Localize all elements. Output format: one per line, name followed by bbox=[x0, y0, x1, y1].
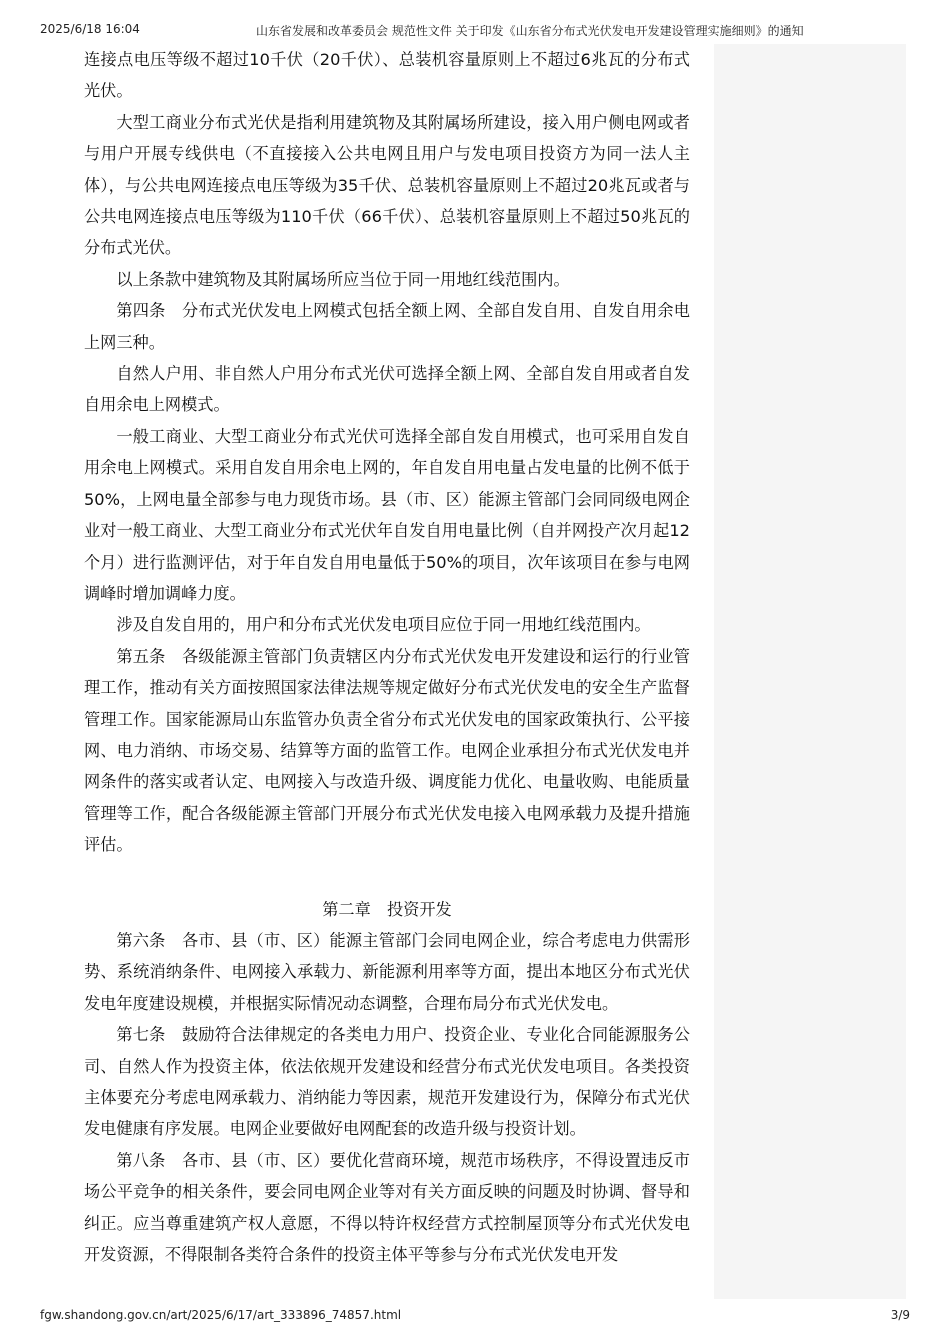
page-url: fgw.shandong.gov.cn/art/2025/6/17/art_333896_74857.html bbox=[40, 1308, 402, 1322]
print-title: 山东省发展和改革委员会 规范性文件 关于印发《山东省分布式光伏发电开发建设管理实施细则》的通知 bbox=[256, 24, 804, 38]
side-panel bbox=[714, 44, 906, 1299]
document-body bbox=[84, 44, 690, 1270]
article-7: 第七条 鼓励符合法律规定的各类电力用户、投资企业、专业化合同能源服务公司、自然人作为投资主体，依法依规开发建设和经营分布式光伏发电项目。各类投资主体要充分考虑电网承载力、消纳能力等因素，规范开发建设行为，保障分布式光伏发电健康有序发展。电网企业要做好电网配套的改造升级与投资计划。 bbox=[84, 1025, 690, 1139]
paragraph-natural-person-modes: 自然人户用、非自然人户用分布式光伏可选择全额上网、全部自发自用或者自发自用余电上网模式。 bbox=[84, 364, 690, 415]
article-6: 第六条 各市、县（市、区）能源主管部门会同电网企业，综合考虑电力供需形势、系统消纳条件、电网接入承载力、新能源利用率等方面，提出本地区分布式光伏发电年度建设规模，并根据实际情况动态调整，合理布局分布式光伏发电。 bbox=[84, 930, 690, 1013]
article-8: 第八条 各市、县（市、区）要优化营商环境，规范市场秩序，不得设置违反市场公平竞争的相关条件，要会同电网企业等对有关方面反映的问题及时协调、督导和纠正。应当尊重建筑产权人意愿，不得以特许权经营方式控制屋顶等分布式光伏发电开发资源，不得限制各类符合条件的投资主体平等参与分布式光伏发电开发 bbox=[84, 1150, 690, 1265]
print-date: 2025/6/18 16:04 bbox=[40, 22, 140, 36]
print-header bbox=[40, 22, 910, 40]
article-5: 第五条 各级能源主管部门负责辖区内分布式光伏发电开发建设和运行的行业管理工作，推动有关方面按照国家法律法规等规定做好分布式光伏发电的安全生产监督管理工作。国家能源局山东监管办负责全省分布式光伏发电的国家政策执行、公平接网、电力消纳、市场交易、结算等方面的监管工作。电网企业承担分布式光伏发电并网条件的落实或者认定、电网接入与改造升级、调度能力优化、电量收购、电能质量管理等工作，配合各级能源主管部门开展分布式光伏发电接入电网承载力及提升措施评估。 bbox=[84, 646, 690, 855]
paragraph-commercial-industrial-modes: 一般工商业、大型工商业分布式光伏可选择全部自发自用模式，也可采用自发自用余电上网模式。采用自发自用余电上网的，年自发自用电量占发电量的比例不低于50%，上网电量全部参与电力现货市场。县（市、区）能源主管部门会同同级电网企业对一般工商业、大型工商业分布式光伏年自发自用电量比例（自并网投产次月起12个月）进行监测评估，对于年自发自用电量低于50%的项目，次年该项目在参与电网调峰时增加调峰力度。 bbox=[84, 426, 690, 603]
paragraph-continuation: 连接点电压等级不超过10千伏（20千伏）、总装机容量原则上不超过6兆瓦的分布式光伏。 bbox=[84, 50, 690, 101]
paragraph-large-commercial-industrial: 大型工商业分布式光伏是指利用建筑物及其附属场所建设，接入用户侧电网或者与用户开展专线供电（不直接接入公共电网且用户与发电项目投资方为同一法人主体），与公共电网连接点电压等级为35千伏、总装机容量原则上不超过20兆瓦或者与公共电网连接点电压等级为110千伏（66千伏）、总装机容量原则上不超过50兆瓦的分布式光伏。 bbox=[84, 112, 690, 258]
print-footer bbox=[40, 1308, 910, 1326]
chapter-heading: 第二章 投资开发 bbox=[322, 899, 452, 919]
paragraph-red-line-scope: 以上条款中建筑物及其附属场所应当位于同一用地红线范围内。 bbox=[116, 269, 570, 289]
paragraph-self-use-scope: 涉及自发自用的，用户和分布式光伏发电项目应位于同一用地红线范围内。 bbox=[116, 615, 651, 635]
page-number: 3/9 bbox=[890, 1308, 910, 1322]
section-spacer bbox=[84, 861, 690, 894]
article-4: 第四条 分布式光伏发电上网模式包括全额上网、全部自发自用、自发自用余电上网三种。 bbox=[84, 301, 690, 352]
